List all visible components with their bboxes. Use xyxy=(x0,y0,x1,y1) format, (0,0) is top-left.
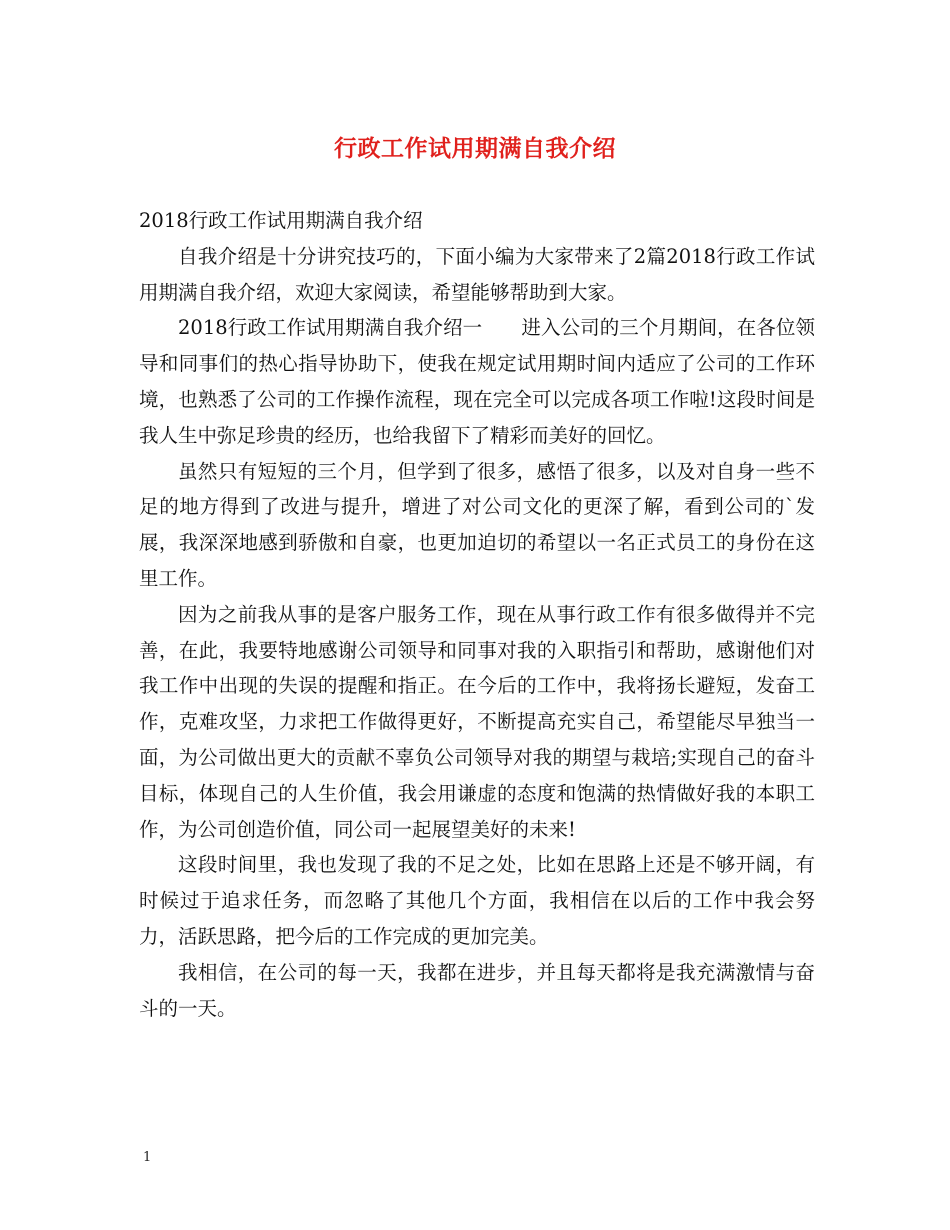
document-subtitle: 2018行政工作试用期满自我介绍 xyxy=(139,209,423,232)
paragraph-3: 因为之前我从事的是客户服务工作，现在从事行政工作有很多做得并不完善，在此，我要特地感谢公司领导和同事对我的入职指引和帮助，感谢他们对我工作中出现的失误的提醒和指正。在今后的工作中，我将扬长避短，发奋工作，克难攻坚，力求把工作做得更好，不断提高充实自己，希望能尽早独当一面，为公司做出更大的贡献不辜负公司领导对我的期望与栽培;实现自己的奋斗目标，体现自己的人生价值，我会用谦虚的态度和饱满的热情做好我的本职工作，为公司创造价值，同公司一起展望美好的未来! xyxy=(139,602,815,841)
document-body xyxy=(139,203,815,1026)
paragraph-4: 这段时间里，我也发现了我的不足之处，比如在思路上还是不够开阔，有时候过于追求任务，而忽略了其他几个方面，我相信在以后的工作中我会努力，活跃思路，把今后的工作完成的更加完美。 xyxy=(139,853,815,948)
page-number: 1 xyxy=(143,1150,152,1165)
paragraph-5: 我相信，在公司的每一天，我都在进步，并且每天都将是我充满激情与奋斗的一天。 xyxy=(139,960,815,1020)
paragraph-2: 虽然只有短短的三个月，但学到了很多，感悟了很多，以及对自身一些不足的地方得到了改进与提升，增进了对公司文化的更深了解，看到公司的`发展，我深深地感到骄傲和自豪，也更加迫切的希望以一名正式员工的身份在这里工作。 xyxy=(139,459,815,590)
document-title: 行政工作试用期满自我介绍 xyxy=(334,135,616,162)
paragraph-1: 2018行政工作试用期满自我介绍一 进入公司的三个月期间，在各位领导和同事们的热心指导协助下，使我在规定试用期时间内适应了公司的工作环境，也熟悉了公司的工作操作流程，现在完全可以完成各项工作啦!这段时间是我人生中弥足珍贵的经历，也给我留下了精彩而美好的回忆。 xyxy=(139,316,815,447)
paragraph-intro: 自我介绍是十分讲究技巧的，下面小编为大家带来了2篇2018行政工作试用期满自我介绍，欢迎大家阅读，希望能够帮助到大家。 xyxy=(139,244,815,304)
